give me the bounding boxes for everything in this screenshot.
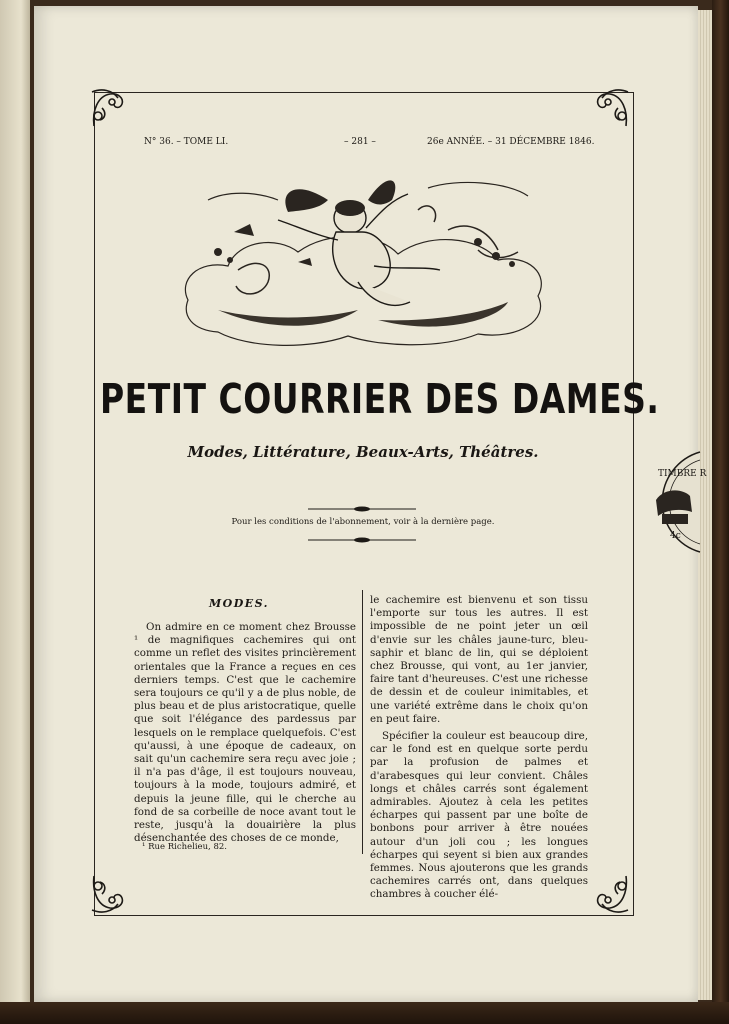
page-number: – 281 –	[344, 137, 376, 147]
corner-ornament-icon	[588, 86, 632, 130]
stamp-value: 4c	[670, 531, 681, 541]
article-paragraph: le cachemire est bienvenu et son tissu l'emporte sur tous les autres. Il est impossible de ne point jeter un œil d'envie sur les châles jaune-turc, bleu-saphir et blanc de lin, qui se déploient chez Brousse, qui vont, au 1er janvier, faire tant d'heureuses. C'est une richesse de dessin et de couleur inimitables, et une variété extrême dans le choix qu'on en peut faire.	[370, 594, 588, 725]
article-paragraph: On admire en ce moment chez Brousse ¹ de magnifiques cachemires qui ont comme un reflet des visites princièrement orientales que la France a reçues en ces derniers temps. C'est que le cachemire sera toujours ce qu'il y a de plus noble, de plus beau et de plus aristocratique, quelle que soit l'élégance des pardessus par lesquels on le remplace quelquefois. C'est qu'aussi, à une époque de cadeaux, on sait qu'un cachemire sera reçu avec joie ; il n'a pas d'âge, il est toujours nouveau, toujours à la mode, toujours admiré, et depuis la jeune fille, qui le cherche au fond de sa corbeille de noce avant tout le reste, jusqu'à la douairière la plus désenchantée des choses de ce monde,	[134, 621, 356, 845]
article-right-column	[370, 594, 588, 902]
article-left-column	[134, 621, 356, 845]
rule-ornament-icon	[308, 506, 416, 512]
rule-ornament-icon	[308, 537, 416, 543]
corner-ornament-icon	[88, 872, 132, 916]
footnote: ¹ Rue Richelieu, 82.	[142, 842, 227, 852]
masthead-title: PETIT COURRIER DES DAMES.	[100, 374, 660, 423]
left-page-edge	[0, 0, 30, 1024]
issue-number: N° 36. – TOME LI.	[144, 137, 229, 147]
issue-date: 26e ANNÉE. – 31 DÉCEMBRE 1846.	[427, 137, 595, 147]
corner-ornament-icon	[88, 86, 132, 130]
corner-ornament-icon	[588, 872, 632, 916]
column-divider	[362, 590, 363, 854]
book-cover-bottom	[0, 1002, 729, 1024]
tax-stamp	[630, 450, 707, 554]
masthead-subtitle: Modes, Littérature, Beaux-Arts, Théâtres.	[187, 443, 539, 461]
page-stack-edge	[698, 10, 712, 1000]
article-paragraph: Spécifier la couleur est beaucoup dire, car le fond est en quelque sorte perdu par la profusion de palmes et d'arabesques qui leur convient. Châles longs et châles carrés sont également admirables. Ajoutez à cela les petites écharpes qui passent par une boîte de bonbons pour arriver à être nouées autour d'un joli cou ; les longues écharpes qui seyent si bien aux grandes femmes. Nous ajouterons que les grands cachemires carrés ont, dans quelques chambres à coucher élé-	[370, 730, 588, 901]
book-spine	[712, 0, 729, 1024]
cherub-cloud-illustration	[178, 170, 550, 352]
stamp-text: TIMBRE R	[658, 469, 707, 479]
subscription-note: Pour les conditions de l'abonnement, voir à la dernière page.	[231, 517, 495, 527]
section-heading: MODES.	[208, 597, 270, 610]
